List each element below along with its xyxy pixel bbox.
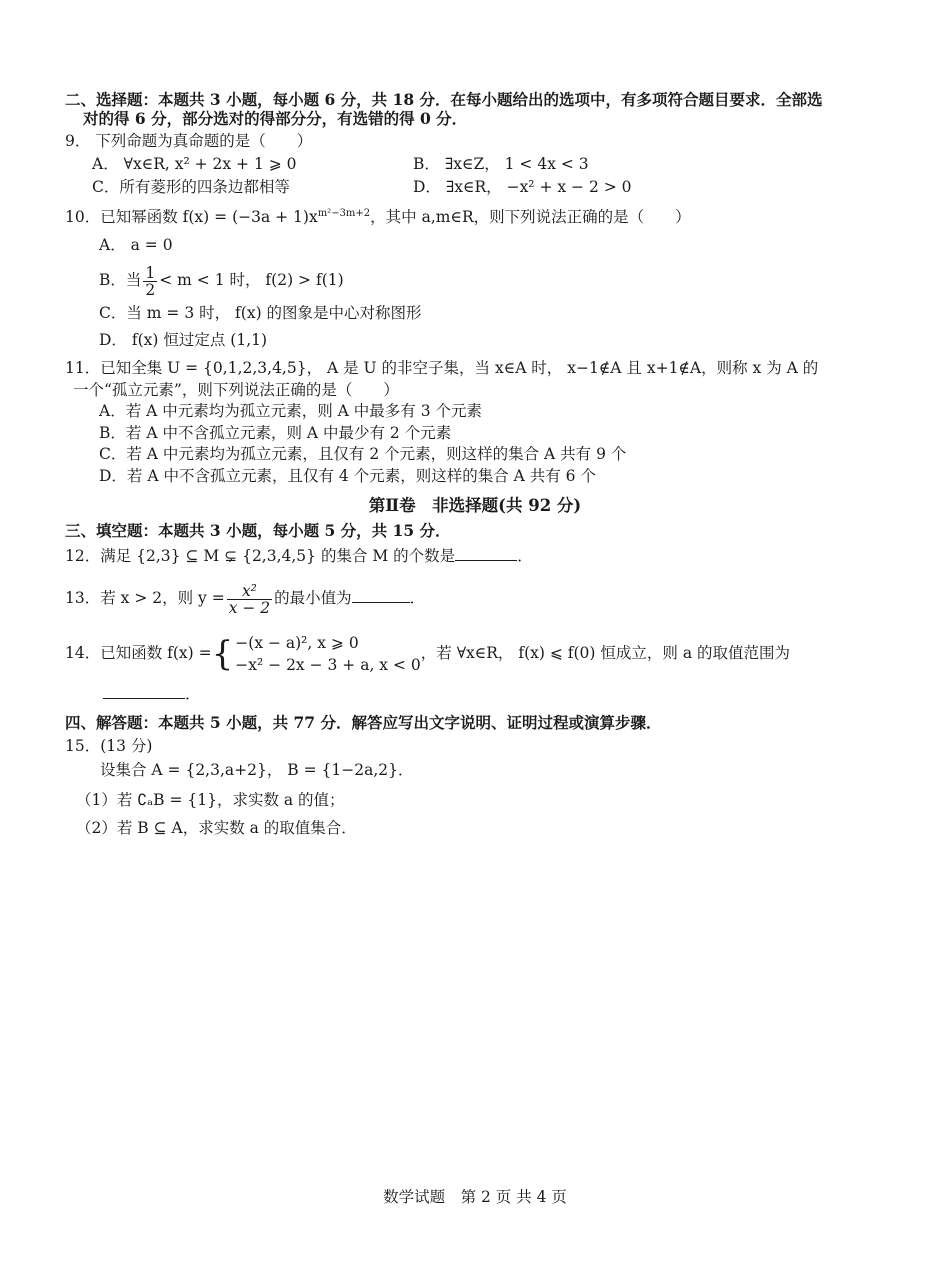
q10-b-pre: B．当: [99, 271, 142, 289]
q9-option-c: C．所有菱形的四条边都相等: [92, 178, 290, 196]
q15-title: 15．(13 分): [65, 737, 153, 755]
section2-heading-line1: 二、选择题：本题共 3 小题，每小题 6 分，共 18 分．在每小题给出的选项中，有多项符合题目要求．全部选: [65, 90, 823, 109]
q10-exponent: m²−3m+2: [317, 208, 371, 219]
q13-num: x²: [227, 583, 272, 600]
q14-post: ，若 ∀x∈R， f(x) ⩽ f(0) 恒成立，则 a 的取值范围为: [420, 644, 790, 662]
q14-cases: [235, 632, 420, 676]
q14-blank-line: [103, 684, 201, 704]
q12-text: 12．满足 {2,3} ⊆ M ⊊ {2,3,4,5} 的集合 M 的个数是: [65, 547, 456, 565]
q14-pre: 14．已知函数 f(x) =: [65, 644, 212, 662]
page-footer: 数学试题 第 2 页 共 4 页: [383, 1188, 567, 1206]
q10-option-b: [99, 262, 344, 298]
q10-option-c: C．当 m = 3 时， f(x) 的图象是中心对称图形: [99, 304, 422, 322]
q9-stem: 9． 下列命题为真命题的是（ ）: [65, 132, 313, 150]
q13-post: 的最小值为: [274, 589, 352, 607]
q12-answer-blank[interactable]: [455, 546, 517, 561]
q10-b-post: < m < 1 时， f(2) > f(1): [159, 271, 344, 289]
q9-option-b: B． ∃x∈Z， 1 < 4x < 3: [413, 155, 589, 173]
section2-heading-line2: 对的得 6 分，部分选对的得部分分，有选错的得 0 分．: [83, 109, 468, 128]
q10-option-a: A． a = 0: [99, 236, 173, 254]
q11-line1: 11．已知全集 U = {0,1,2,3,4,5}， A 是 U 的非空子集，当 x∈A 时， x−1∉A 且 x+1∉A，则称 x 为 A 的: [65, 359, 819, 377]
q14-end: ．: [185, 685, 201, 703]
q15-part2: （2）若 B ⊆ A，求实数 a 的取值集合．: [76, 819, 357, 837]
part2-title: 第Ⅱ卷 非选择题(共 92 分): [368, 496, 582, 515]
q10-stem: [65, 204, 691, 227]
q11-option-b: B．若 A 中不含孤立元素，则 A 中最少有 2 个元素: [99, 424, 452, 442]
q11-option-c: C．若 A 中元素均为孤立元素，且仅有 2 个元素，则这样的集合 A 共有 9 个: [99, 445, 627, 463]
q15-stem: 设集合 A = {2,3,a+2}， B = {1−2a,2}．: [100, 761, 414, 779]
q15-part1: （1）若 ∁ₐB = {1}，求实数 a 的值；: [76, 791, 345, 809]
section3-heading: 三、填空题：本题共 3 小题，每小题 5 分，共 15 分．: [65, 521, 451, 540]
q9-option-a: A． ∀x∈R, x² + 2x + 1 ⩾ 0: [92, 155, 297, 173]
q10-b-den: 2: [145, 280, 156, 299]
q13: [65, 578, 425, 618]
q11-option-a: A．若 A 中元素均为孤立元素，则 A 中最多有 3 个元素: [99, 402, 483, 420]
q13-pre: 13．若 x > 2，则 y =: [65, 589, 225, 607]
q14-answer-blank[interactable]: [103, 684, 185, 699]
q11-option-d: D．若 A 中不含孤立元素，且仅有 4 个元素，则这样的集合 A 共有 6 个: [99, 467, 596, 485]
q13-answer-blank[interactable]: [352, 588, 410, 603]
section4-heading: 四、解答题：本题共 5 小题，共 77 分．解答应写出文字说明、证明过程或演算步骤．: [65, 713, 662, 732]
q12: [65, 546, 533, 566]
q10-stem-pre: 10．已知幂函数 f(x) = (−3a + 1)x: [65, 208, 318, 227]
q14-case2: −x² − 2x − 3 + a, x < 0: [235, 656, 421, 674]
q10-option-d: D． f(x) 恒过定点 (1,1): [99, 331, 268, 349]
q12-end: ．: [517, 547, 533, 565]
q14-brace: {: [211, 634, 234, 674]
q13-fraction: [227, 583, 272, 616]
q14-case1: −(x − a)², x ⩾ 0: [235, 634, 359, 652]
q10-b-num: 1: [145, 263, 156, 282]
q13-den: x − 2: [228, 598, 271, 617]
q14: [65, 628, 790, 678]
q9-option-d: D． ∃x∈R， −x² + x − 2 > 0: [413, 178, 632, 196]
q11-line2: 一个“孤立元素”，则下列说法正确的是（ ）: [73, 381, 399, 399]
q13-end: ．: [409, 589, 426, 607]
q10-stem-post: ，其中 a,m∈R，则下列说法正确的是（ ）: [370, 208, 691, 227]
q10-b-fraction: [143, 265, 157, 298]
